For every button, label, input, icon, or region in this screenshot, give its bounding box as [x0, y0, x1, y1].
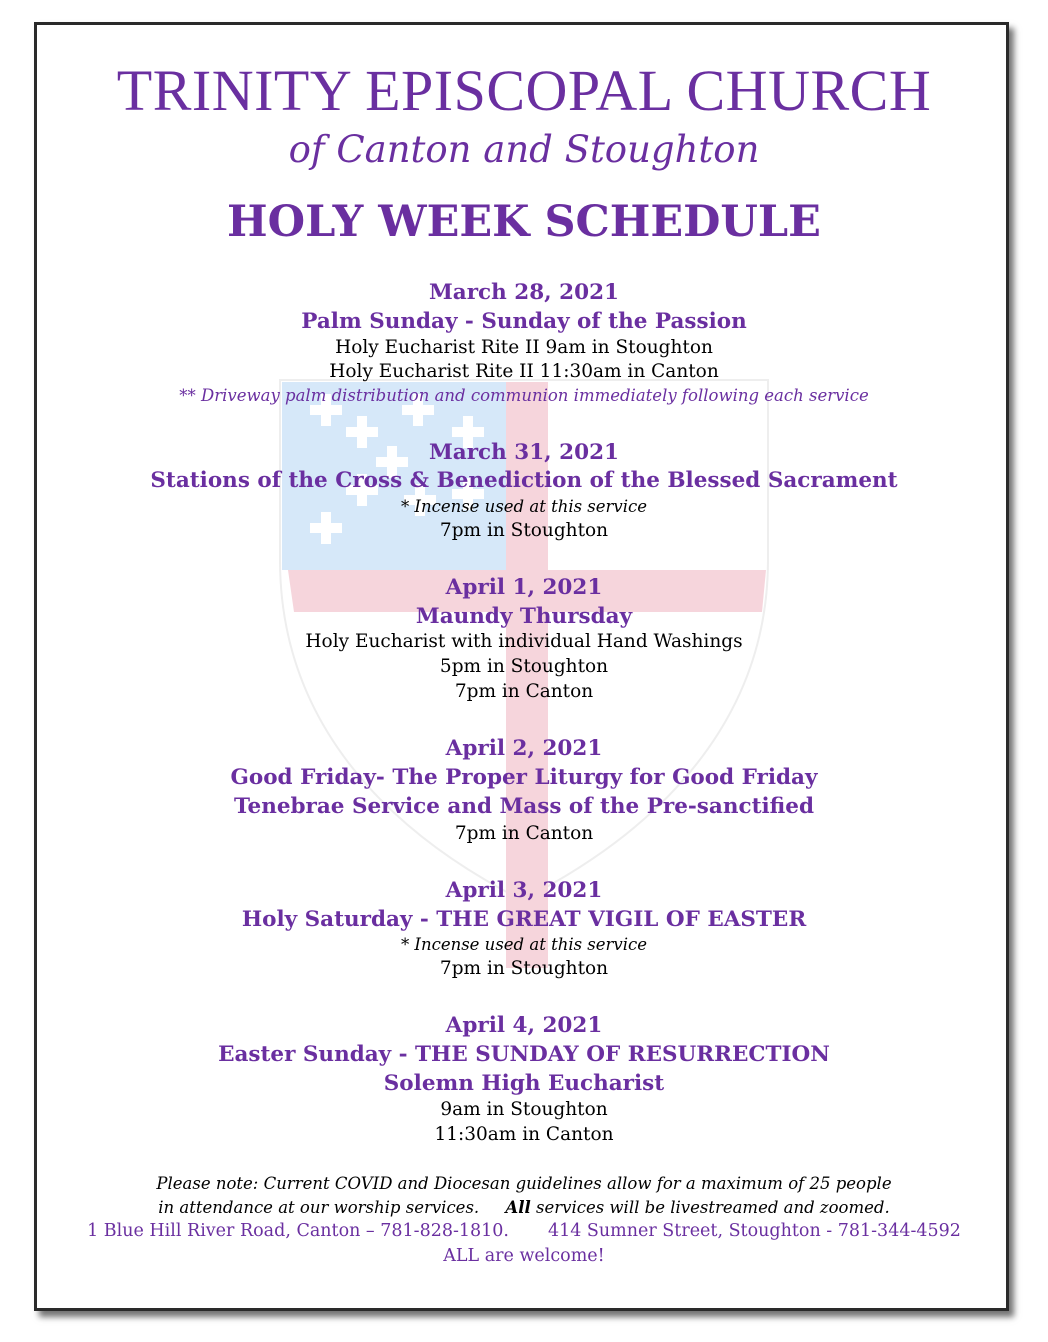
address-stoughton: 414 Sumner Street, Stoughton - 781-344-4592 [547, 1221, 961, 1241]
service-title: Stations of the Cross & Benediction of the Blessed Sacrament [150, 468, 898, 493]
service-date: April 3, 2021 [445, 878, 603, 903]
service-detail: 7pm in Canton [454, 681, 594, 702]
service-detail: Holy Eucharist with individual Hand Washings [305, 631, 743, 652]
service-title: Holy Saturday - THE GREAT VIGIL OF EASTER [241, 907, 807, 932]
church-title: TRINITY EPISCOPAL CHURCH [116, 58, 932, 123]
service-subtitle: Solemn High Eucharist [383, 1071, 665, 1096]
service-detail: 5pm in Stoughton [439, 656, 609, 677]
service-note: * Incense used at this service [400, 497, 648, 516]
service-detail: 7pm in Stoughton [439, 958, 609, 979]
covid-note: Please note: Current COVID and Diocesan guidelines allow for a maximum of 25 people [156, 1174, 892, 1193]
service-note: ** Driveway palm distribution and communion immediately following each service [179, 386, 869, 405]
service-date: April 2, 2021 [445, 736, 603, 761]
service-title: Good Friday- The Proper Liturgy for Good Friday [230, 765, 818, 790]
service-detail: Holy Eucharist Rite II 9am in Stoughton [335, 337, 713, 358]
livestream-note-b: services will be livestreamed and zoomed. [536, 1198, 890, 1217]
service-detail: Holy Eucharist Rite II 11:30am in Canton [329, 361, 719, 382]
service-title: Maundy Thursday [415, 604, 633, 629]
service-date: April 1, 2021 [445, 575, 603, 600]
livestream-note-a: in attendance at our worship services. [158, 1198, 480, 1217]
service-title: Palm Sunday - Sunday of the Passion [301, 309, 747, 334]
service-subtitle: Tenebrae Service and Mass of the Pre-sanctified [233, 794, 815, 819]
schedule-heading: HOLY WEEK SCHEDULE [227, 197, 821, 247]
service-detail: 7pm in Canton [454, 823, 594, 844]
service-detail: 9am in Stoughton [440, 1099, 608, 1120]
service-detail: 7pm in Stoughton [439, 520, 609, 541]
livestream-note [0, 1196, 1048, 1220]
livestream-note-bold: All [505, 1198, 531, 1217]
welcome-text: ALL are welcome! [443, 1246, 605, 1266]
service-title: Easter Sunday - THE SUNDAY OF RESURRECTION [218, 1042, 830, 1067]
address-canton: 1 Blue Hill River Road, Canton – 781-828-1810. [87, 1221, 509, 1241]
service-date: April 4, 2021 [445, 1013, 603, 1038]
service-date: March 31, 2021 [429, 440, 619, 465]
service-detail: 11:30am in Canton [434, 1124, 614, 1145]
service-date: March 28, 2021 [429, 280, 619, 305]
service-note: * Incense used at this service [400, 935, 648, 954]
address-line [0, 1219, 1048, 1243]
church-subtitle: of Canton and Stoughton [288, 128, 760, 171]
